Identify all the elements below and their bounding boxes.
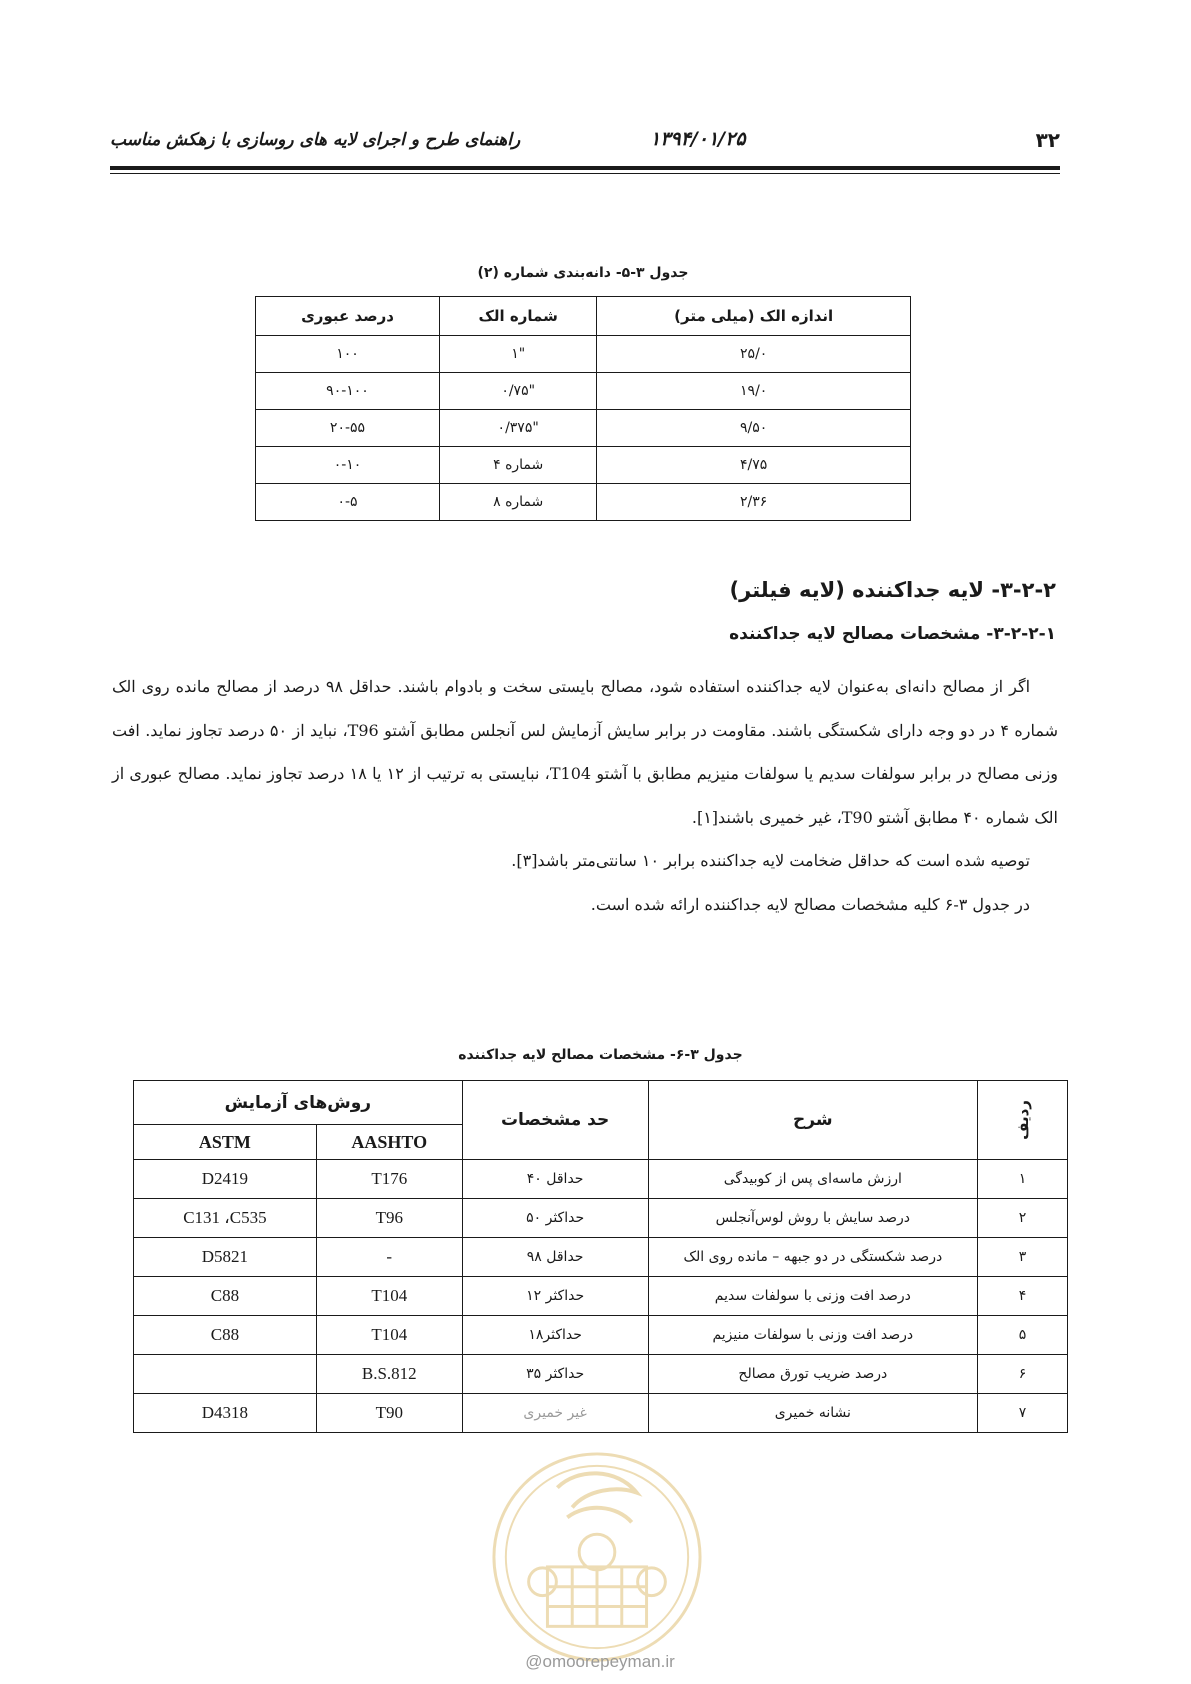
table-cell: - [316,1238,462,1277]
table2-col-limit: حد مشخصات [462,1081,648,1160]
table-row [134,1316,1068,1355]
table-cell: ۲ [978,1199,1068,1238]
header-rule-thin [110,173,1060,174]
table-cell: حداقل ۹۸ [462,1238,648,1277]
table-cell: D4318 [134,1394,317,1433]
table-row [134,1355,1068,1394]
table-cell: نشانه خمیری [648,1394,978,1433]
header-rule [110,166,1060,170]
table-cell: ۰-۵ [256,484,440,521]
table-cell: شماره ۸ [440,484,597,521]
table-cell: درصد ضریب تورق مصالح [648,1355,978,1394]
table-cell: T176 [316,1160,462,1199]
table2-col-test-methods: روش‌های آزمایش [134,1081,463,1125]
header-title: راهنمای طرح و اجرای لایه های روسازی با زهکش مناسب [110,130,521,150]
table-cell: ۲/۳۶ [597,484,911,521]
page-header [110,128,1060,158]
table-cell: D2419 [134,1160,317,1199]
table-cell: حداکثر ۵۰ [462,1199,648,1238]
table-row [256,336,911,373]
table-cell: ۰-۱۰ [256,447,440,484]
section-subheading: ۳-۲-۲-۱- مشخصات مصالح لایه جداکننده [729,624,1056,644]
table1-col-passing: درصد عبوری [256,297,440,336]
table1 [255,296,911,521]
table-cell: ۲۰-۵۵ [256,410,440,447]
table-cell: درصد شکستگی در دو جبهه – مانده روی الک [648,1238,978,1277]
table-row [256,484,911,521]
table2-col-row: ردیف [978,1081,1068,1160]
paragraph-2: توصیه شده است که حداقل ضخامت لایه جداکننده برابر ۱۰ سانتی‌متر باشد[۳]. [511,851,1030,870]
table1-caption: جدول ۳-۵- دانه‌بندی شماره (۲) [477,265,689,281]
table2-caption: جدول ۳-۶- مشخصات مصالح لایه جداکننده [458,1047,743,1063]
table-cell: ۹/۵۰ [597,410,911,447]
table-cell: ۶ [978,1355,1068,1394]
table1-col-sieve-size: اندازه الک (میلی متر) [597,297,911,336]
table2-col-description: شرح [648,1081,978,1160]
header-date: ۱۳۹۴/۰۱/۲۵ [650,128,746,150]
table-cell: درصد افت وزنی با سولفات سدیم [648,1277,978,1316]
table-cell: درصد افت وزنی با سولفات منیزیم [648,1316,978,1355]
table-cell: D5821 [134,1238,317,1277]
table-cell: ۴ [978,1277,1068,1316]
table-cell: غیر خمیری [462,1394,648,1433]
table-cell [134,1355,317,1394]
table-row [134,1394,1068,1433]
watermark-site: @omoorepeyman.ir [525,1652,675,1671]
paragraph-3: در جدول ۳-۶ کلیه مشخصات مصالح لایه جداکننده ارائه شده است. [590,894,1030,914]
table-cell: حداکثر ۱۲ [462,1277,648,1316]
table-cell: حداقل ۴۰ [462,1160,648,1199]
table2-col-astm: ASTM [134,1125,317,1160]
table2-col-aashto: AASHTO [316,1125,462,1160]
table-cell: ۹۰-۱۰۰ [256,373,440,410]
watermark-logo-icon [488,1448,706,1666]
table-cell: ۴/۷۵ [597,447,911,484]
table-cell: ۳ [978,1238,1068,1277]
table-cell: حداکثر ۳۵ [462,1355,648,1394]
table-cell: "۰/۷۵ [440,373,597,410]
table1-header-row [256,297,911,336]
table-cell: ۱۰۰ [256,336,440,373]
table-row [134,1277,1068,1316]
section-heading: ۳-۲-۲- لایه جداکننده (لایه فیلتر) [729,578,1056,602]
table-cell: T96 [316,1199,462,1238]
body-text [112,665,1058,926]
table-cell: "۱ [440,336,597,373]
table-row [134,1160,1068,1199]
table-row [134,1199,1068,1238]
table-row [256,447,911,484]
table-row [134,1238,1068,1277]
table-cell: ۵ [978,1316,1068,1355]
table-cell: C131 ،C535 [134,1199,317,1238]
table-row [256,373,911,410]
table1-col-sieve-number: شماره الک [440,297,597,336]
table-cell: شماره ۴ [440,447,597,484]
table-row [256,410,911,447]
table-cell: ۱ [978,1160,1068,1199]
table-cell: C88 [134,1277,317,1316]
table-cell: ارزش ماسه‌ای پس از کوبیدگی [648,1160,978,1199]
table-cell: ۷ [978,1394,1068,1433]
table-cell: حداکثر۱۸ [462,1316,648,1355]
table2-header-row [134,1081,1068,1125]
table-cell: ۲۵/۰ [597,336,911,373]
table-cell: T104 [316,1316,462,1355]
table-cell: T104 [316,1277,462,1316]
table-cell: C88 [134,1316,317,1355]
paragraph-1: اگر از مصالح دانه‌ای به‌عنوان لایه جداکننده استفاده شود، مصالح بایستی سخت و بادوام باشند. حداقل ۹۸ درصد از مصالح مانده روی الک شماره ۴ در دو وجه دارای شکستگی باشند. مقاومت در برابر سایش آزمایش لس آنجلس مطابق آشتو T96، نباید از ۵۰ درصد تجاوز نماید. افت وزنی مصالح در برابر سولفات سدیم یا سولفات منیزیم مطابق با آشتو T104، نبایستی به ترتیب از ۱۲ یا ۱۸ درصد تجاوز نماید. مصالح عبوری از الک شماره ۴۰ مطابق آشتو T90، غیر خمیری باشند[۱]. [112,677,1059,827]
page-number: ۳۲ [1035,128,1060,152]
table-cell: T90 [316,1394,462,1433]
table2 [133,1080,1068,1433]
table-cell: "۰/۳۷۵ [440,410,597,447]
table-cell: درصد سایش با روش لوس‌آنجلس [648,1199,978,1238]
table-cell: ۱۹/۰ [597,373,911,410]
table-cell: B.S.812 [316,1355,462,1394]
